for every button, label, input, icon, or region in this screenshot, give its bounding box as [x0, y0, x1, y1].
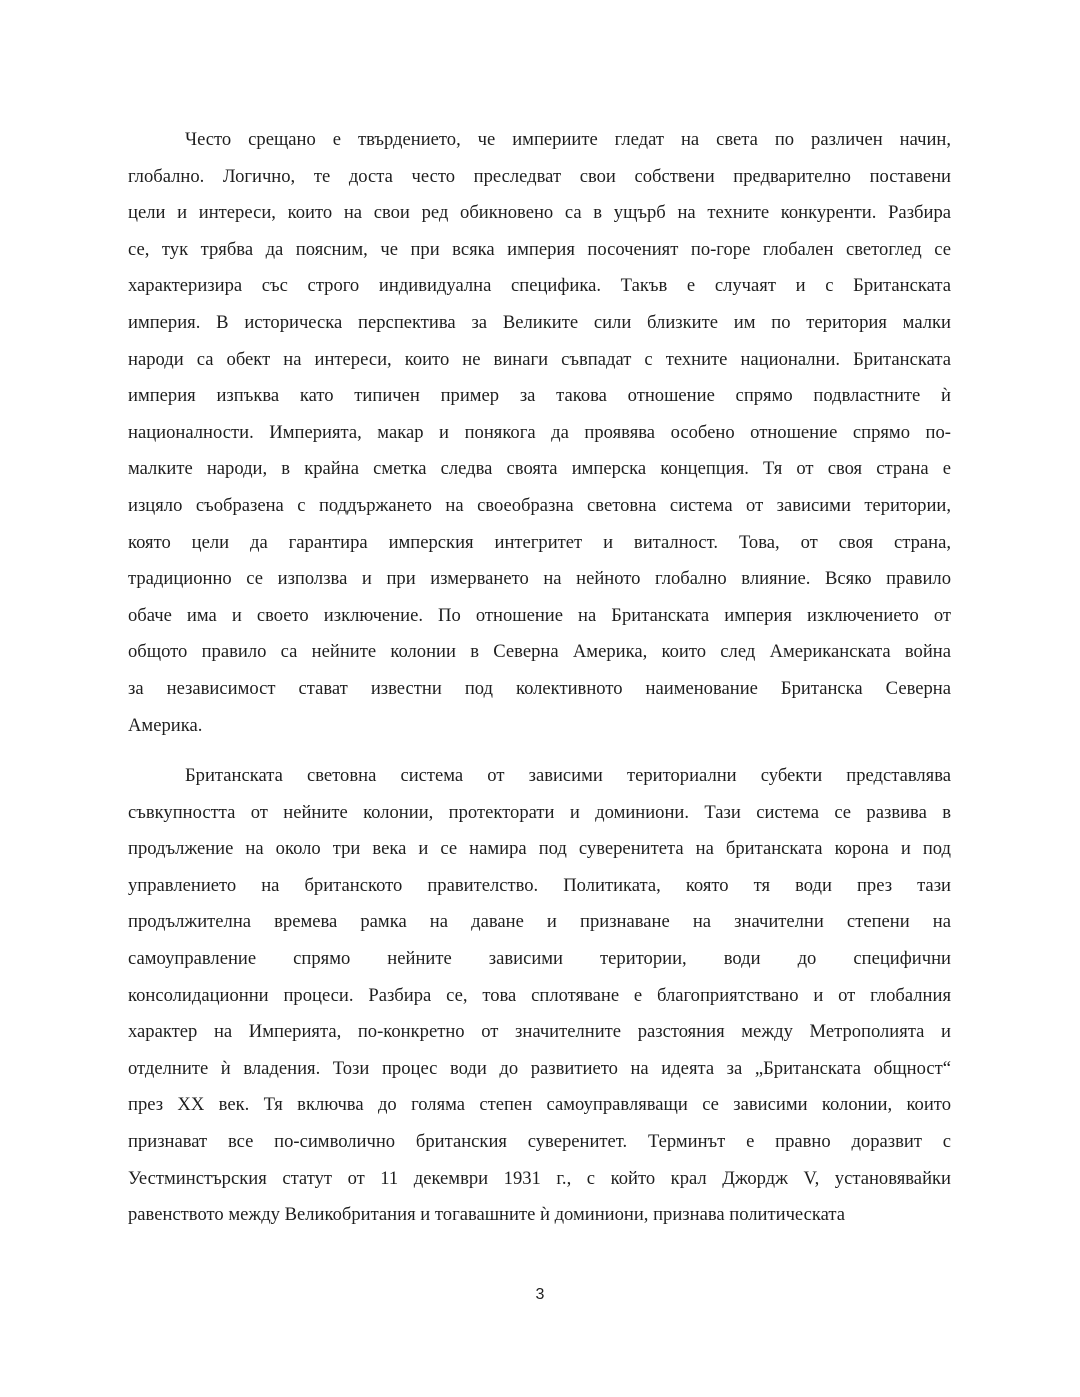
text-line: националности. Империята, макар и понякога да проявява особено отношение спрямо по- [128, 421, 951, 443]
text-line: признават все по-символично британския суверенитет. Терминът е правно доразвит с [128, 1131, 951, 1153]
text-line: се, тук трябва да поясним, че при всяка империя посоченият по-горе глобален светоглед се [128, 238, 951, 260]
text-line: общото правило са нейните колонии в Северна Америка, които след Американската война [128, 641, 951, 663]
text-line: равенството между Великобритания и тогавашните ѝ доминиони, признава политическата [128, 1204, 846, 1226]
text-line: малките народи, в крайна сметка следва своята имперска концепция. Тя от своя страна е [128, 458, 951, 480]
text-line: изцяло съобразена с поддържането на своеобразна световна система от зависими територии, [128, 494, 951, 516]
text-line: империя. В историческа перспектива за Великите сили близките им по територия малки [128, 311, 951, 333]
text-line: глобално. Логично, те доста често преследват свои собствени предварително поставени [128, 165, 951, 187]
page-number: 3 [535, 1286, 545, 1303]
text-line: продължителна времева рамка на даване и признаване на значителни степени на [128, 911, 951, 933]
paragraph-1 [128, 122, 951, 744]
text-line: управлението на британското правителство. Политиката, която тя води през тази [128, 874, 951, 896]
text-line: характер на Империята, по-конкретно от значителните разстояния между Метрополията и [128, 1021, 951, 1043]
body-text [128, 122, 951, 1234]
text-line: през XX век. Тя включва до голяма степен самоуправляващи се зависими колонии, които [128, 1094, 951, 1116]
text-line: продължение на около три века и се намира под суверенитета на британската корона и под [128, 838, 951, 860]
text-line: за независимост стават известни под колективното наименование Британска Северна [128, 677, 951, 699]
text-line: характеризира със строго индивидуална специфика. Такъв е случаят и с Британската [128, 275, 951, 297]
text-line: самоуправление спрямо нейните зависими територии, води до специфични [128, 948, 951, 970]
text-line: съвкупността от нейните колонии, протекторати и доминиони. Тази система се развива в [128, 801, 951, 823]
text-line: народи са обект на интереси, които не винаги съвпадат с техните национални. Британската [128, 348, 951, 370]
text-line: обаче има и своето изключение. По отношение на Британската империя изключението от [128, 604, 951, 626]
paragraph-2 [128, 758, 951, 1234]
text-line: Америка. [128, 714, 203, 736]
text-line: Уестминстърския статут от 11 декември 1931 г., с който крал Джордж V, установявайки [128, 1167, 951, 1189]
text-line: традиционно се използва и при измерването на нейното глобално влияние. Всяко правило [128, 568, 951, 590]
text-line: която цели да гарантира имперския интегритет и виталност. Това, от своя страна, [128, 531, 951, 553]
text-line: империя изпъква като типичен пример за такова отношение спрямо подвластните ѝ [128, 385, 951, 407]
text-line: Британската световна система от зависими териториални субекти представлява [185, 765, 951, 787]
text-line: Често срещано е твърдението, че империите гледат на света по различен начин, [185, 129, 951, 150]
text-line: отделните ѝ владения. Този процес води до развитието на идеята за „Британската общност“ [128, 1057, 951, 1079]
text-line: цели и интереси, които на свои ред обикновено са в ущърб на техните конкуренти. Разбира [128, 202, 951, 224]
text-line: консолидационни процеси. Разбира се, това сплотяване е благоприятствано и от глобалния [128, 984, 951, 1006]
